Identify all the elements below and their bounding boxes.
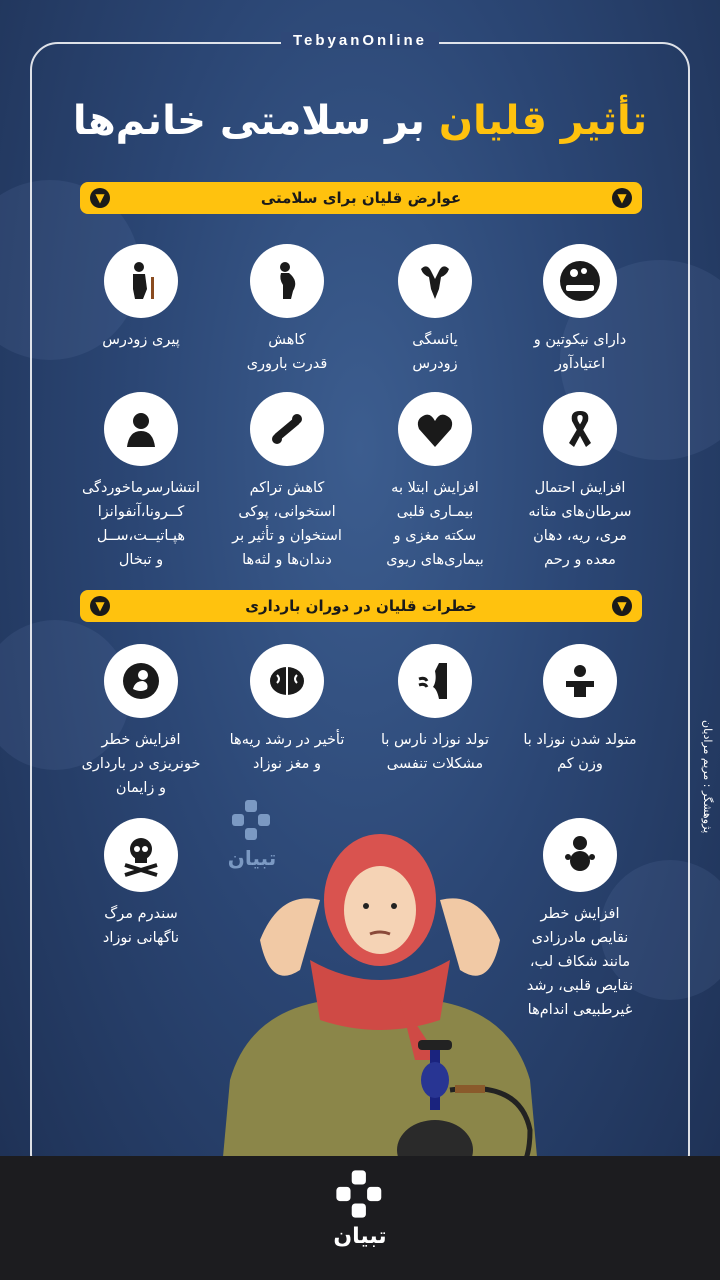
item-heart — [360, 392, 510, 572]
virus-icon — [104, 392, 178, 466]
breathing-icon — [398, 644, 472, 718]
brand-text: TebyanOnline — [281, 32, 439, 49]
item-cancer — [505, 392, 655, 572]
cancer-ribbon-icon — [543, 392, 617, 466]
elderly-icon — [104, 244, 178, 318]
item-premature — [360, 644, 510, 776]
item-virus — [66, 392, 216, 572]
item-low-weight — [505, 644, 655, 776]
item-nicotine — [505, 244, 655, 376]
item-label: سندرم مرگ ناگهانی نوزاد — [102, 906, 180, 946]
baby-scale-icon — [543, 644, 617, 718]
bone-icon — [250, 392, 324, 466]
pregnant-icon — [250, 244, 324, 318]
item-sids — [66, 818, 216, 950]
item-label: یائسگی زودرس — [412, 332, 458, 372]
item-label: افزایش ابتلا به بیمـاری قلبی سکته مغزی و بیماری‌های ریوی — [386, 480, 484, 568]
item-uterus — [360, 244, 510, 376]
item-label: کاهش تراکم استخوانی، پوکی استخوان و تأثیر بر دندان‌ها و لثه‌ها — [232, 480, 342, 568]
footer-logo-text: تبیان — [333, 1224, 387, 1249]
watermark-text: تبیان — [227, 846, 277, 870]
item-label: دارای نیکوتین و اعتیادآور — [533, 332, 627, 372]
woman-hookah-illustration — [200, 830, 560, 1190]
item-fertility — [212, 244, 362, 376]
item-label: انتشارسرماخوردگی کــرونا،آنفوانزا هپـاتیــت،ســل و تبخال — [81, 480, 201, 568]
title-part1: تأثیر قلیان — [438, 98, 648, 144]
item-aging — [66, 244, 216, 352]
arrow-down-icon: ▼ — [612, 188, 632, 208]
section-bar-health — [80, 182, 642, 214]
uterus-icon — [398, 244, 472, 318]
brain-icon — [250, 644, 324, 718]
fetus-icon — [104, 644, 178, 718]
section-label: خطرات قلیان در دوران بارداری — [245, 597, 477, 615]
footer-logo — [320, 1168, 400, 1249]
skull-icon — [104, 818, 178, 892]
arrow-down-icon: ▼ — [90, 188, 110, 208]
tebyan-logo-icon — [334, 1168, 386, 1220]
item-bleeding — [66, 644, 216, 800]
brand-header — [0, 32, 720, 49]
section-bar-pregnancy — [80, 590, 642, 622]
heart-icon — [398, 392, 472, 466]
section-label: عوارض قلیان برای سلامتی — [260, 189, 462, 207]
item-label: افزایش خطر خونریزی در بارداری و زایمان — [81, 732, 201, 796]
nicotine-icon — [543, 244, 617, 318]
item-label: تولد نوزاد نارس با مشکلات تنفسی — [380, 732, 489, 772]
item-label: متولد شدن نوزاد با وزن کم — [523, 732, 637, 772]
item-label: کاهش قدرت باروری — [246, 332, 328, 372]
item-label: افزایش خطر نقایص مادرزادی مانند شکاف لب، نقایص قلبی، رشد غیرطبیعی اندام‌ها — [526, 906, 634, 1018]
researcher-credit: پژوهشگر : مریم مرادیان — [701, 720, 714, 834]
item-brain — [212, 644, 362, 776]
page-title — [0, 98, 720, 144]
arrow-down-icon: ▼ — [612, 596, 632, 616]
item-label: افزایش احتمال سرطان‌های مثانه مری، ریه، دهان معده و رحم — [528, 480, 632, 568]
item-bone — [212, 392, 362, 572]
item-label: تأخیر در رشد ریه‌ها و مغز نوزاد — [229, 732, 345, 772]
title-part2: بر سلامتی خانم‌ها — [72, 98, 425, 144]
arrow-down-icon: ▼ — [90, 596, 110, 616]
item-label: پیری زودرس — [102, 332, 180, 348]
